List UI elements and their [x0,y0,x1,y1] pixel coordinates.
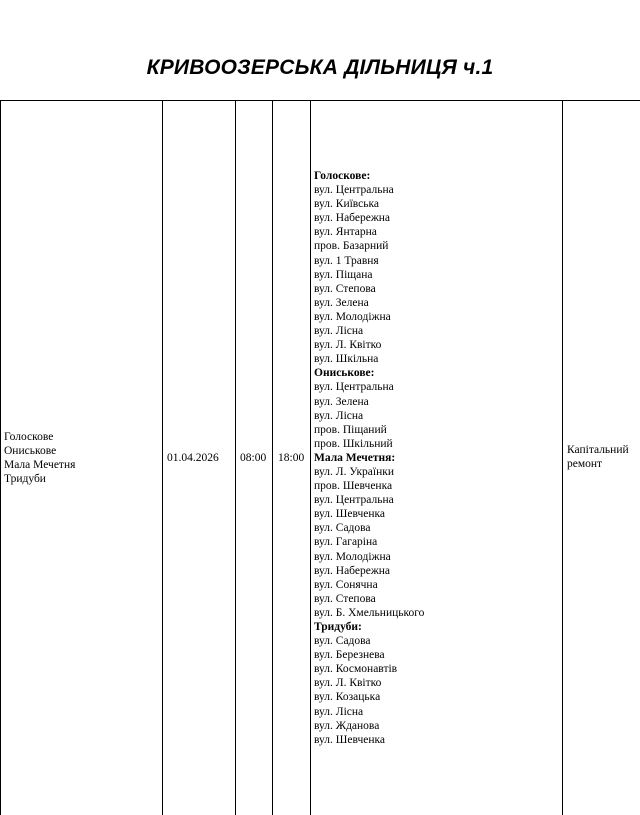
street-item: пров. Піщаний [314,423,387,436]
street-item: вул. Сонячна [314,578,378,591]
settlement-group-heading: Голоскове: [314,170,371,182]
street-item: вул. Козацька [314,691,381,704]
street-item: вул. Степова [314,282,376,295]
settlement-name: Мала Мечетня [4,459,76,472]
street-item: вул. Степова [314,592,376,605]
settlement-group-heading: Ониськове: [314,367,375,380]
page-title: КРИВООЗЕРСЬКА ДІЛЬНИЦЯ ч.1 [146,56,494,79]
date-cell: 01.04.2026 [167,452,219,464]
street-item: вул. Набережна [314,564,391,577]
streets-cell [314,169,424,747]
street-item: вул. Гагаріна [314,536,378,549]
street-item: вул. Центральна [314,381,394,394]
street-item: вул. Лісна [314,409,364,422]
street-item: вул. Жданова [314,719,380,732]
street-item: вул. Лісна [314,705,364,718]
start-time-cell: 08:00 [240,452,267,464]
street-item: вул. Набережна [314,212,391,225]
street-item: вул. Л. Квітко [314,677,382,690]
street-item: вул. Зелена [314,296,369,309]
street-item: вул. Садова [314,635,371,648]
street-item: пров. Шевченка [314,480,393,493]
street-item: вул. Березнева [314,649,385,662]
street-item: вул. Молодіжна [314,550,391,563]
street-item: вул. Л. Українки [314,465,394,478]
street-item: вул. Садова [314,522,371,535]
settlement-group-heading: Тридуби: [314,621,362,633]
street-item: вул. Київська [314,198,380,211]
street-item: вул. Центральна [314,494,394,507]
street-item: вул. Шевченка [314,508,386,521]
reason-cell: Капітальний ремонт [567,444,629,471]
street-item: вул. Молодіжна [314,310,391,323]
street-item: вул. Космонавтів [314,663,398,676]
street-item: вул. Піщана [314,268,373,281]
street-item: вул. 1 Травня [314,254,379,267]
column-divider [162,101,163,815]
settlements-cell [4,430,75,486]
street-item: вул. Лісна [314,325,364,338]
outage-table [0,100,640,815]
settlement-name: Тридуби [4,473,46,486]
end-time-cell: 18:00 [278,452,305,464]
street-item: вул. Шевченка [314,733,386,746]
settlement-group-heading: Мала Мечетня: [314,451,396,464]
settlement-name: Голоскове [4,431,54,443]
settlement-name: Ониськове [4,445,57,458]
column-divider [272,101,273,815]
column-divider [235,101,236,815]
street-item: вул. Л. Квітко [314,339,382,352]
street-item: вул. Зелена [314,395,369,408]
street-item: пров. Базарний [314,240,389,253]
street-item: вул. Шкільна [314,353,379,366]
street-item: вул. Центральна [314,184,394,197]
street-item: вул. Б. Хмельницького [314,606,425,619]
street-item: вул. Янтарна [314,226,377,239]
street-item: пров. Шкільний [314,437,393,450]
column-divider [562,101,563,815]
table-border-left [0,101,1,815]
column-divider [310,101,311,815]
